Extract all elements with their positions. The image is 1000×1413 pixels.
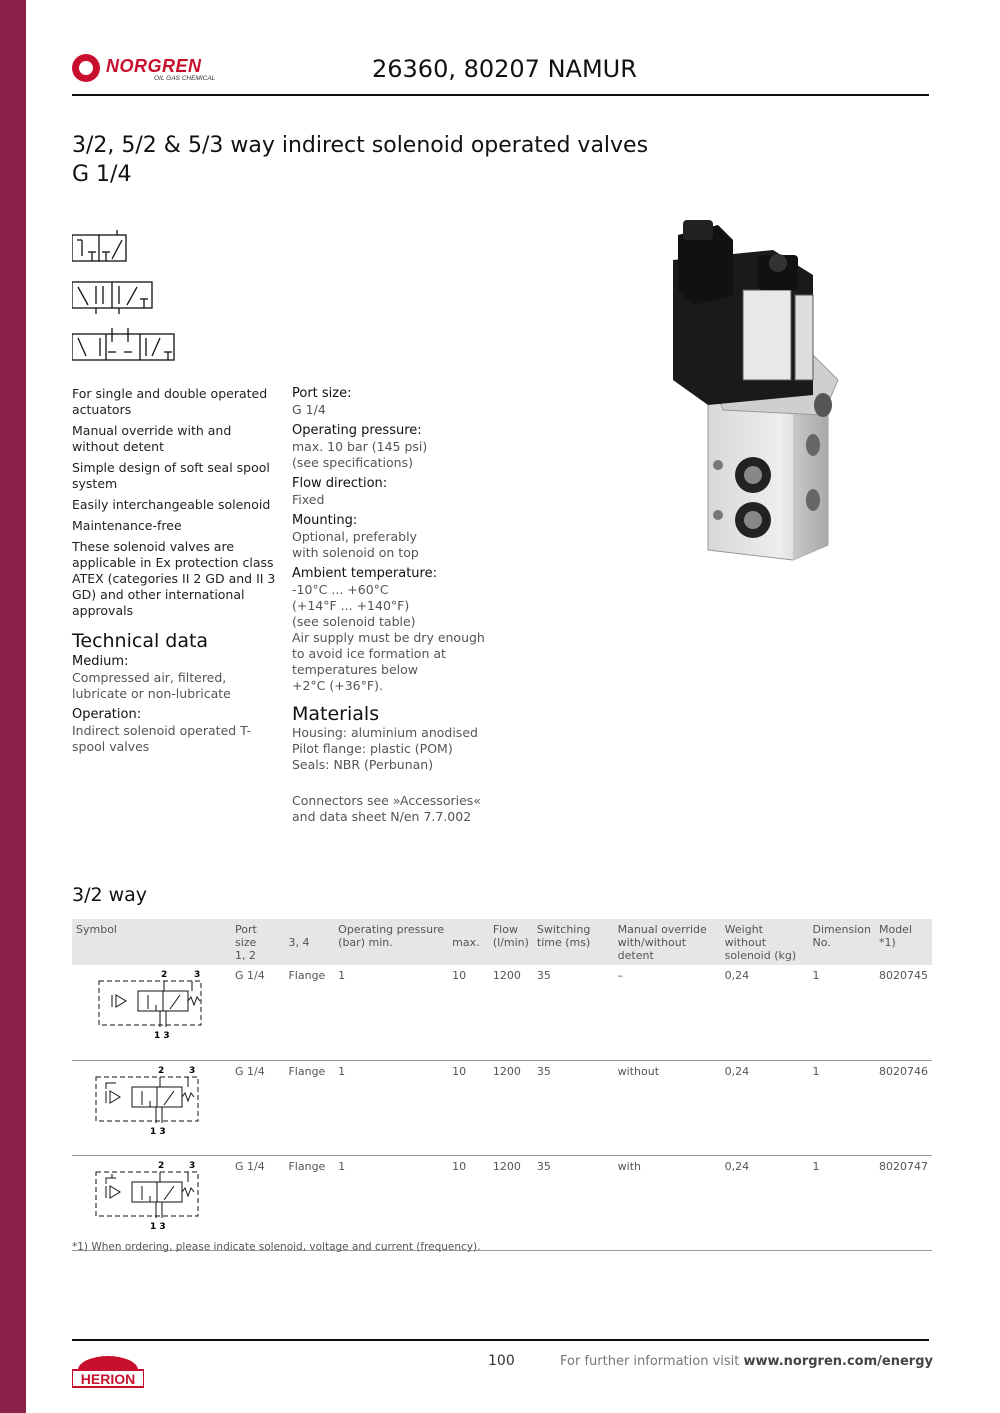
cell-dimension: 1	[808, 1060, 874, 1155]
symbol-cell	[72, 1060, 231, 1155]
brand-name: NORGREN	[106, 56, 202, 76]
cell-model: 8020746	[875, 1060, 932, 1155]
svg-text:1 3: 1 3	[150, 1126, 166, 1137]
cell-model: 8020747	[875, 1155, 932, 1250]
page-title-line1: 3/2, 5/2 & 5/3 way indirect solenoid operated valves	[72, 133, 649, 158]
col-model: Model *1)	[875, 919, 932, 965]
cell-port34: Flange	[284, 1060, 334, 1155]
cell-max: 10	[448, 1155, 489, 1250]
cell-switching: 35	[533, 1155, 614, 1250]
cell-override: with	[614, 1155, 721, 1250]
footer-link[interactable]: www.norgren.com/energy	[743, 1354, 933, 1369]
feature-item: Simple design of soft seal spool system	[72, 460, 270, 491]
feature-item: For single and double operated actuators	[72, 386, 268, 417]
spec-column	[292, 386, 507, 825]
header-title: 26360, 80207 NAMUR	[372, 55, 637, 83]
table-row	[72, 1060, 932, 1155]
ambient-line: Air supply must be dry enough	[292, 630, 485, 645]
footnote: *1) When ordering, please indicate solenoid, voltage and current (frequency).	[72, 1241, 481, 1253]
ambient-line: +2°C (+36°F).	[292, 678, 383, 693]
symbol-cell	[72, 1155, 231, 1250]
cell-weight: 0,24	[721, 1155, 809, 1250]
cell-switching: 35	[533, 1060, 614, 1155]
herion-logo-text: HERION	[80, 1371, 136, 1387]
mounting-label: Mounting:	[292, 513, 358, 528]
col-port-34: 3, 4	[284, 919, 334, 965]
cell-weight: 0,24	[721, 1060, 809, 1155]
connectors-note: Connectors see »Accessories«	[292, 793, 481, 808]
operation-label: Operation:	[72, 707, 142, 722]
footer-rule	[72, 1339, 929, 1341]
col-dimension: Dimension No.	[808, 919, 874, 965]
svg-text:2: 2	[158, 1160, 165, 1171]
table-header-row	[72, 919, 932, 965]
spec-table	[72, 919, 932, 1251]
page-number: 100	[488, 1353, 515, 1369]
svg-text:3: 3	[194, 970, 201, 980]
feature-item: These solenoid valves are applicable in Ex protection class ATEX (categories II 2 GD and II 3 GD) and other international approvals	[72, 539, 276, 618]
ambient-line: (+14°F ... +140°F)	[292, 598, 410, 613]
valve-symbol-with-detent-icon	[72, 1156, 231, 1236]
svg-text:2: 2	[158, 1065, 165, 1076]
pressure-label: Operating pressure:	[292, 423, 422, 438]
svg-text:2: 2	[161, 970, 168, 980]
mounting-value: Optional, preferably	[292, 529, 417, 544]
flow-direction-label: Flow direction:	[292, 476, 388, 491]
material-pilot: Pilot flange: plastic (POM)	[292, 741, 453, 756]
feature-column	[72, 386, 277, 755]
cell-override: –	[614, 965, 721, 1060]
cell-flow: 1200	[489, 965, 533, 1060]
svg-text:1 3: 1 3	[154, 1031, 170, 1041]
col-flow: Flow (l/min)	[489, 919, 533, 965]
medium-label: Medium:	[72, 654, 129, 669]
cell-switching: 35	[533, 965, 614, 1060]
valve-product-photo	[663, 215, 853, 565]
cell-port12: G 1/4	[231, 1060, 284, 1155]
cell-flow: 1200	[489, 1060, 533, 1155]
cell-weight: 0,24	[721, 965, 809, 1060]
cell-min: 1	[334, 1060, 448, 1155]
feature-item: Easily interchangeable solenoid	[72, 497, 271, 512]
feature-item: Manual override with and without detent	[72, 423, 232, 454]
col-weight: Weight without solenoid (kg)	[721, 919, 809, 965]
valve-symbol-without-detent-icon	[72, 1061, 231, 1141]
connectors-note: and data sheet N/en 7.7.002	[292, 809, 472, 824]
flow-direction-value: Fixed	[292, 492, 325, 507]
cell-max: 10	[448, 965, 489, 1060]
header-rule	[72, 94, 929, 96]
symbol-cell	[72, 965, 231, 1060]
feature-item: Maintenance-free	[72, 518, 182, 533]
cell-min: 1	[334, 1155, 448, 1250]
svg-text:3: 3	[189, 1065, 196, 1076]
cell-port34: Flange	[284, 965, 334, 1060]
cell-flow: 1200	[489, 1155, 533, 1250]
technical-data-heading: Technical data	[72, 630, 209, 652]
cell-port34: Flange	[284, 1155, 334, 1250]
svg-text:3: 3	[189, 1160, 196, 1171]
col-symbol: Symbol	[72, 919, 231, 965]
page-title	[72, 131, 648, 189]
page-title-line2: G 1/4	[72, 162, 132, 187]
col-port-size: Port size 1, 2	[231, 919, 284, 965]
port-size-value: G 1/4	[292, 402, 326, 417]
cell-min: 1	[334, 965, 448, 1060]
cell-port12: G 1/4	[231, 965, 284, 1060]
cell-override: without	[614, 1060, 721, 1155]
mounting-value: with solenoid on top	[292, 545, 419, 560]
ambient-line: (see solenoid table)	[292, 614, 416, 629]
norgren-logo	[72, 54, 242, 84]
footer-info	[560, 1354, 933, 1369]
pressure-value: max. 10 bar (145 psi)	[292, 439, 428, 454]
col-switching: Switching time (ms)	[533, 919, 614, 965]
svg-text:1 3: 1 3	[150, 1221, 166, 1232]
material-seals: Seals: NBR (Perbunan)	[292, 757, 434, 772]
col-override: Manual override with/without detent	[614, 919, 721, 965]
symbol-5-3-icon	[72, 334, 174, 360]
cell-dimension: 1	[808, 965, 874, 1060]
ambient-temperature-label: Ambient temperature:	[292, 566, 437, 581]
footer-info-text: For further information visit	[560, 1354, 744, 1369]
ambient-line: to avoid ice formation at	[292, 646, 446, 661]
table-row	[72, 965, 932, 1060]
material-housing: Housing: aluminium anodised	[292, 725, 478, 740]
section-title-3-2-way: 3/2 way	[72, 884, 148, 906]
medium-value: Compressed air, filtered, lubricate or non-lubricate	[72, 670, 231, 701]
valve-symbol-no-override-icon	[72, 965, 231, 1045]
cell-dimension: 1	[808, 1155, 874, 1250]
ambient-line: -10°C ... +60°C	[292, 582, 389, 597]
herion-logo	[72, 1356, 144, 1388]
table-row	[72, 1155, 932, 1250]
brand-tagline: OIL GAS CHEMICAL	[154, 75, 216, 82]
operation-value: Indirect solenoid operated T-spool valves	[72, 723, 252, 754]
sidebar-stripe	[0, 0, 26, 1413]
materials-heading: Materials	[292, 703, 380, 725]
cell-max: 10	[448, 1060, 489, 1155]
ambient-line: temperatures below	[292, 662, 419, 677]
col-pressure-max: max.	[448, 919, 489, 965]
cell-port12: G 1/4	[231, 1155, 284, 1250]
port-size-label: Port size:	[292, 386, 352, 401]
norgren-logo-icon	[72, 54, 100, 82]
valve-symbols	[72, 230, 182, 365]
cell-model: 8020745	[875, 965, 932, 1060]
pressure-note: (see specifications)	[292, 455, 413, 470]
col-pressure-min: Operating pressure (bar) min.	[334, 919, 448, 965]
